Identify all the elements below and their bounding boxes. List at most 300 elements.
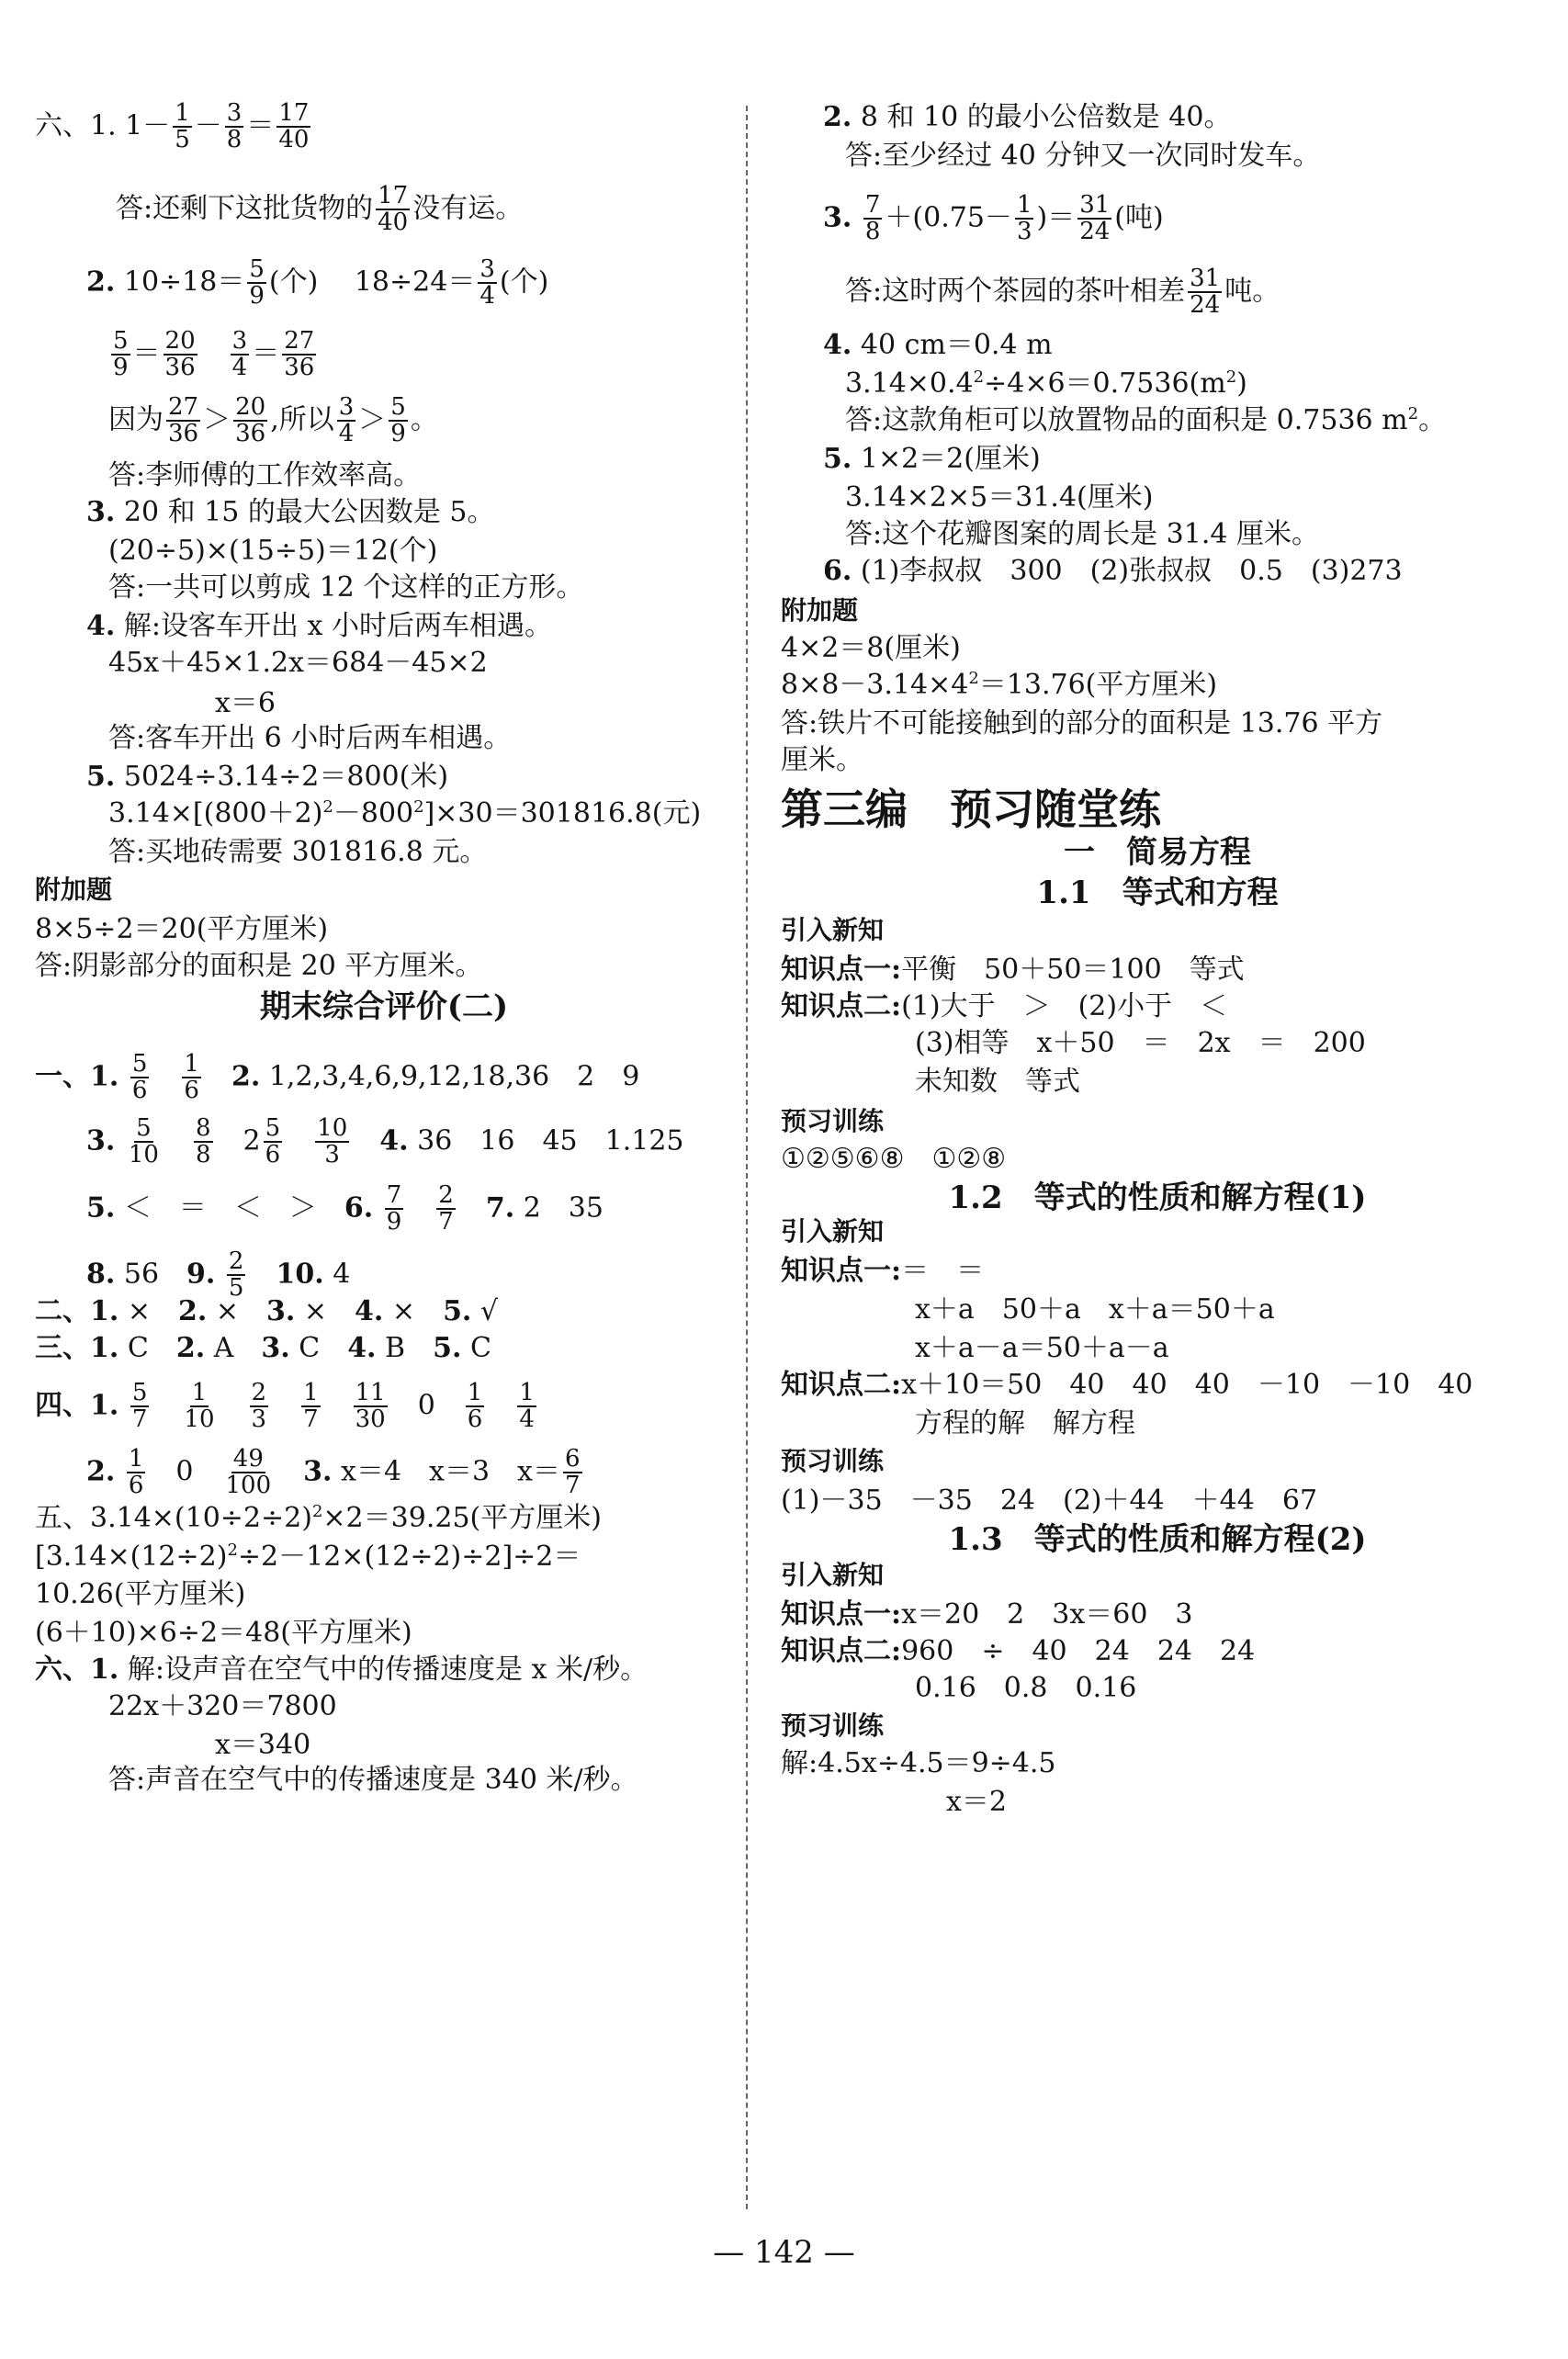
text-run (152, 1060, 179, 1092)
fraction (376, 184, 410, 236)
fraction-denominator: 9 (386, 1208, 402, 1236)
answer-line (35, 101, 313, 153)
text-run (285, 1124, 312, 1157)
fraction-numerator: 7 (864, 191, 881, 219)
item-number: 三、1. (35, 1332, 119, 1364)
text-run: (1)大于 ＞ (2)小于 ＜ (901, 990, 1228, 1022)
answer-line (35, 1617, 412, 1650)
text-run: (个) 18÷24＝ (268, 265, 476, 299)
answer-line (845, 404, 1446, 437)
fraction-denominator: 6 (131, 1077, 148, 1105)
item-number: 六、1. (35, 1654, 119, 1686)
text-run: [3.14×(12÷2) (35, 1541, 228, 1573)
answer-line (108, 647, 488, 680)
text-run: 8 和 10 的最小公倍数是 40。 (852, 101, 1232, 133)
answer-line (35, 913, 328, 946)
answer-line (781, 1598, 1193, 1631)
text-run: 10.26(平方厘米) (35, 1578, 246, 1610)
text-run: 2 35 (514, 1191, 604, 1225)
fraction-numerator: 5 (249, 255, 265, 283)
fraction (1188, 266, 1222, 319)
answer-line (781, 1747, 1056, 1780)
fraction (264, 1116, 283, 1168)
text-run: x＝4 x＝3 x＝ (332, 1455, 560, 1488)
column-divider (746, 106, 748, 2209)
text-run: 附加题 (35, 875, 113, 905)
item-number: 2. (86, 1455, 116, 1488)
item-number: 4. (86, 610, 116, 642)
answer-line (845, 481, 1153, 514)
answer-line (35, 1295, 498, 1328)
fraction-denominator: 3 (1016, 218, 1032, 246)
fraction-denominator: 3 (324, 1141, 340, 1169)
text-run (406, 1191, 434, 1224)
text-run: 8×5÷2＝20(平方厘米) (35, 913, 329, 945)
fraction-denominator: 5 (228, 1274, 244, 1303)
text-run: 45x＋45×1.2x＝684－45×2 (108, 647, 488, 679)
fraction (389, 395, 408, 447)
answer-line (823, 193, 1164, 245)
answer-line (915, 1027, 1366, 1060)
fraction-denominator: 4 (479, 282, 495, 310)
answer-line (781, 1255, 984, 1288)
fraction-denominator: 7 (564, 1472, 581, 1500)
item-number: 2. (823, 101, 852, 133)
text-run: 平衡 50＋50＝100 等式 (901, 954, 1245, 986)
section-label (781, 1560, 884, 1591)
section-heading (35, 988, 733, 1026)
fraction-numerator: 5 (390, 393, 406, 421)
item-number: 5. (86, 761, 116, 793)
answer-line (35, 1052, 639, 1104)
answer-line (215, 687, 276, 720)
text-run: ]×30＝301816.8(元) (423, 797, 702, 830)
text-run: ＞ (203, 403, 231, 436)
answer-line (781, 954, 1245, 987)
superscript: 2 (413, 797, 424, 817)
text-run: 解:设客车开出 x 小时后两车相遇。 (115, 610, 552, 642)
answer-line (108, 836, 487, 869)
item-number: 5. (433, 1332, 462, 1364)
text-run: － (194, 109, 222, 142)
fraction-numerator: 1 (467, 1379, 483, 1406)
fraction (182, 1381, 216, 1433)
superscript: 2 (968, 669, 979, 688)
text-run: 附加题 (781, 595, 859, 626)
answer-line (108, 797, 701, 830)
text-run: 五、3.14×(10÷2÷2) (35, 1502, 312, 1534)
text-run: 一 简易方程 (1064, 834, 1251, 871)
fraction-numerator: 1 (1016, 191, 1032, 219)
text-run: 答:这时两个茶园的茶叶相差 (845, 275, 1186, 308)
fraction-denominator: 6 (467, 1405, 483, 1434)
answer-line (86, 761, 448, 794)
fraction (127, 1447, 146, 1499)
text-run: 预习训练 (781, 1710, 885, 1741)
section-label (781, 1216, 884, 1247)
fraction (227, 1249, 246, 1302)
answer-line (86, 1249, 350, 1302)
fraction (247, 257, 266, 310)
item-number: 知识点一: (781, 1598, 902, 1631)
answer-line (781, 1484, 1317, 1518)
fraction-denominator: 36 (164, 354, 196, 382)
text-run: 8×8－3.14×4 (781, 669, 969, 701)
item-number: 2. (178, 1295, 208, 1327)
text-run: 2 (215, 1124, 261, 1157)
text-run: 4 (323, 1258, 351, 1291)
fraction-denominator: 8 (195, 1141, 211, 1169)
fraction-denominator: 36 (168, 420, 199, 448)
text-run (152, 1389, 179, 1421)
answer-line (823, 329, 1053, 362)
text-run: × (207, 1295, 267, 1327)
fraction (517, 1381, 536, 1433)
text-run: 答:李师傅的工作效率高。 (108, 459, 422, 491)
fraction (250, 1381, 269, 1433)
text-run: ＞ (358, 403, 387, 436)
fraction (1077, 193, 1111, 245)
answer-line (781, 1143, 1006, 1176)
fraction (478, 257, 497, 310)
text-run: ＝ (246, 109, 275, 142)
answer-line (108, 722, 511, 755)
text-run: 没有运。 (412, 192, 524, 225)
answer-line (108, 459, 421, 492)
text-run: x＝20 2 3x＝60 3 (901, 1598, 1193, 1631)
text-run: 预习训练 (781, 1106, 885, 1136)
fraction-denominator: 36 (284, 354, 315, 382)
answer-line (86, 496, 494, 529)
item-number: 二、1. (35, 1295, 119, 1327)
section-label (35, 875, 112, 906)
text-run: √ (471, 1295, 499, 1327)
superscript: 2 (322, 797, 333, 817)
text-run (118, 1060, 128, 1092)
fraction-numerator: 1 (519, 1379, 535, 1406)
fraction (1015, 193, 1034, 245)
fraction-denominator: 6 (128, 1472, 144, 1500)
text-run: 答:至少经过 40 分钟又一次同时发车。 (845, 140, 1321, 172)
fraction (315, 1116, 349, 1168)
fraction-numerator: 1 (175, 99, 190, 127)
text-run: 。 (410, 403, 438, 436)
fraction-numerator: 27 (168, 393, 199, 421)
text-run: 答:声音在空气中的传播速度是 340 米/秒。 (108, 1764, 638, 1796)
fraction (224, 1447, 274, 1499)
fraction-denominator: 36 (235, 420, 266, 448)
text-run (487, 1389, 514, 1421)
fraction (276, 101, 310, 153)
answer-line (781, 1369, 1472, 1402)
superscript: 2 (227, 1541, 238, 1560)
text-run: 40 cm＝0.4 m (852, 329, 1053, 361)
answer-line (823, 101, 1231, 134)
answer-line (86, 1447, 585, 1499)
item-number: 知识点一: (781, 1255, 902, 1287)
superscript: 2 (1407, 404, 1419, 423)
answer-line (781, 632, 961, 665)
item-number: 知识点二: (781, 1369, 902, 1401)
text-run: 3.14×2×5＝31.4(厘米) (845, 481, 1154, 514)
fraction (111, 329, 130, 381)
text-run: 答:一共可以剪成 12 个这样的正方形。 (108, 571, 584, 604)
fraction-denominator: 7 (131, 1405, 148, 1434)
answer-line (781, 744, 863, 777)
fraction (436, 1183, 456, 1236)
answer-line (915, 1407, 1135, 1440)
fraction-denominator: 30 (355, 1405, 386, 1434)
fraction-numerator: 6 (564, 1445, 581, 1473)
fraction-numerator: 5 (131, 1379, 148, 1406)
item-number: 知识点二: (781, 1635, 902, 1667)
text-run: 3.14×[(800＋2) (108, 797, 323, 830)
fraction-denominator: 8 (864, 218, 881, 246)
fraction-numerator: 5 (113, 327, 129, 355)
text-run: 解:设声音在空气中的传播速度是 x 米/秒。 (118, 1654, 649, 1686)
text-run: ＝ (252, 337, 280, 370)
fraction (231, 329, 250, 381)
text-run: 答:客车开出 6 小时后两车相遇。 (108, 722, 512, 754)
fraction-numerator: 7 (386, 1181, 402, 1209)
text-run: ＝ ＝ (901, 1255, 985, 1287)
answer-line (823, 443, 1041, 476)
text-run: 3.14×0.4 (845, 367, 974, 400)
answer-line (823, 555, 1403, 588)
text-run: x＝2 (946, 1786, 1008, 1818)
answer-line (915, 1672, 1136, 1705)
fraction (164, 329, 197, 381)
section-heading (781, 834, 1534, 872)
item-number: 10. (276, 1258, 324, 1291)
fraction (385, 1183, 404, 1236)
answer-line (86, 610, 552, 643)
text-run: x＝340 (215, 1729, 311, 1761)
fraction (563, 1447, 582, 1499)
fraction (194, 1116, 213, 1168)
fraction (127, 1116, 161, 1168)
answer-line (116, 184, 523, 236)
item-number: 一、1. (35, 1060, 119, 1093)
fraction-denominator: 4 (519, 1405, 535, 1434)
fraction-numerator: 20 (235, 393, 266, 421)
text-run: 0 (148, 1455, 221, 1488)
item-number: 5. (443, 1295, 472, 1327)
fraction-numerator: 10 (317, 1114, 348, 1142)
text-run: 引入新知 (781, 915, 885, 945)
item-number: 7. (485, 1191, 515, 1225)
fraction-denominator: 7 (303, 1405, 319, 1434)
fraction-numerator: 1 (128, 1445, 144, 1473)
fraction-denominator: 6 (184, 1077, 199, 1105)
item-number: 4. (379, 1124, 409, 1157)
text-run (373, 1191, 382, 1224)
item-number: 3. (261, 1332, 290, 1364)
text-run: 1.1 等式和方程 (1036, 875, 1279, 911)
fraction-denominator: 24 (1190, 291, 1221, 320)
text-run (200, 337, 228, 369)
fraction-denominator: 10 (128, 1141, 159, 1169)
fraction-denominator: 40 (378, 209, 409, 237)
text-run: 解:4.5x÷4.5＝9÷4.5 (781, 1747, 1056, 1779)
answer-line (86, 1183, 604, 1236)
answer-line (35, 950, 482, 983)
text-run: 期末综合评价(二) (259, 988, 509, 1025)
text-run: ①②⑤⑥⑧ ①②⑧ (781, 1143, 1007, 1175)
fraction-numerator: 3 (226, 99, 243, 127)
fraction-numerator: 2 (228, 1247, 244, 1275)
answer-line (915, 1332, 1169, 1365)
fraction (466, 1381, 485, 1433)
text-run (220, 1389, 247, 1421)
fraction-numerator: 5 (265, 1114, 281, 1142)
superscript: 2 (1225, 367, 1237, 387)
text-run: 1×2＝2(厘米) (852, 443, 1041, 475)
text-run: ) (1236, 367, 1247, 400)
answer-line (86, 257, 548, 310)
section-label (781, 1710, 884, 1742)
section-heading (781, 1180, 1534, 1217)
fraction (130, 1052, 150, 1104)
text-run (852, 201, 861, 233)
section-label (781, 1106, 884, 1137)
fraction-denominator: 4 (338, 420, 355, 448)
text-run: x＋10＝50 40 40 40 －10 －10 40 (901, 1369, 1473, 1401)
item-number: 8. (86, 1258, 116, 1291)
fraction-numerator: 31 (1079, 191, 1111, 219)
answer-line (915, 1066, 1080, 1099)
section-label (781, 595, 858, 626)
text-run: 5024÷3.14÷2＝800(米) (115, 761, 449, 793)
text-run: C (289, 1332, 348, 1364)
fraction (130, 1381, 150, 1433)
fraction-denominator: 100 (225, 1472, 272, 1500)
answer-line (35, 1654, 648, 1687)
fraction-numerator: 5 (136, 1114, 152, 1142)
fraction-numerator: 31 (1190, 265, 1221, 292)
text-run: A (205, 1332, 262, 1364)
answer-line (108, 535, 437, 568)
answer-line (35, 1381, 539, 1433)
text-run: 答:铁片不可能接触到的部分的面积是 13.76 平方 (781, 707, 1383, 739)
fraction-denominator: 4 (231, 354, 248, 382)
fraction-denominator: 10 (184, 1405, 215, 1434)
section-label (781, 1446, 884, 1477)
item-number: 四、1. (35, 1389, 119, 1422)
text-run: (20÷5)×(15÷5)＝12(个) (108, 535, 438, 567)
text-run: (个) (499, 265, 549, 299)
item-number: 2. (231, 1060, 261, 1093)
text-run: 答:买地砖需要 301816.8 元。 (108, 836, 488, 868)
text-run: × (383, 1295, 444, 1327)
answer-line (108, 329, 319, 381)
text-run: ＜ ＝ ＜ ＞ (115, 1191, 344, 1225)
answer-line (845, 266, 1280, 319)
text-run: 预习训练 (781, 1446, 885, 1476)
text-run: ×2＝39.25(平方厘米) (322, 1502, 602, 1534)
answer-line (946, 1786, 1007, 1819)
fraction-denominator: 9 (249, 282, 265, 310)
fraction-numerator: 17 (278, 99, 310, 127)
text-run (352, 1124, 379, 1157)
text-run (271, 1389, 299, 1421)
part-heading (781, 784, 1161, 835)
answer-line (86, 1116, 684, 1168)
text-run: 20 和 15 的最大公因数是 5。 (115, 496, 495, 528)
answer-line (845, 518, 1319, 551)
text-run: ,所以 (270, 403, 334, 436)
text-run: B (376, 1332, 434, 1364)
fraction-denominator: 9 (113, 354, 129, 382)
text-run: ÷4×6＝0.7536(m (984, 367, 1226, 400)
fraction-numerator: 3 (479, 255, 495, 283)
item-number: 2. (86, 265, 116, 299)
answer-line (108, 395, 438, 447)
text-run: (6＋10)×6÷2＝48(平方厘米) (35, 1617, 412, 1649)
text-run: 4×2＝8(厘米) (781, 632, 961, 664)
text-run: 56 (115, 1258, 187, 1291)
fraction-numerator: 3 (231, 327, 248, 355)
answer-line (108, 1764, 638, 1797)
text-run: －800 (333, 797, 414, 830)
item-number: 2. (175, 1332, 206, 1364)
answer-line (781, 669, 1217, 702)
fraction (282, 329, 316, 381)
answer-line (215, 1729, 310, 1762)
fraction-numerator: 1 (191, 1379, 208, 1406)
text-run: ＝13.76(平方厘米) (978, 669, 1218, 701)
answer-line (845, 140, 1320, 173)
text-run: 1.2 等式的性质和解方程(1) (948, 1180, 1367, 1216)
fraction-numerator: 1 (303, 1379, 319, 1406)
fraction-denominator: 40 (278, 126, 310, 154)
text-run: × (295, 1295, 355, 1327)
text-run: 未知数 等式 (915, 1066, 1080, 1098)
text-run: 答:这个花瓣图案的周长是 31.4 厘米。 (845, 518, 1319, 550)
fraction (233, 395, 267, 447)
fraction-denominator: 9 (390, 420, 406, 448)
text-run: )＝ (1036, 201, 1076, 234)
fraction-denominator: 6 (265, 1141, 281, 1169)
text-run (458, 1191, 486, 1224)
text-run: 0.16 0.8 0.16 (915, 1672, 1137, 1704)
item-number: 4. (823, 329, 852, 361)
item-number: 5. (86, 1191, 116, 1225)
text-run: 答:阴影部分的面积是 20 平方厘米。 (35, 950, 483, 982)
superscript: 2 (973, 367, 985, 387)
item-number: 5. (823, 443, 852, 475)
text-run: ÷2－12×(12÷2)÷2]÷2＝ (237, 1541, 581, 1573)
fraction (337, 395, 356, 447)
item-number: 3. (266, 1295, 296, 1327)
answer-line (781, 707, 1382, 740)
item-number: 3. (86, 496, 116, 528)
text-run (115, 1124, 124, 1157)
answer-line (108, 571, 583, 604)
fraction-numerator: 2 (251, 1379, 267, 1406)
fraction (225, 101, 244, 153)
text-run: 六、1. 1－ (35, 109, 171, 142)
item-number: 6. (344, 1191, 374, 1225)
fraction-numerator: 8 (195, 1114, 211, 1142)
fraction-denominator: 8 (226, 126, 243, 154)
fraction-denominator: 5 (175, 126, 190, 154)
text-run: 因为 (108, 403, 164, 436)
text-run: (1)李叔叔 300 (2)张叔叔 0.5 (3)273 (852, 555, 1403, 587)
item-number: 9. (186, 1258, 216, 1291)
page-number: — 142 — (713, 2234, 855, 2271)
text-run: ＝ (132, 337, 161, 370)
